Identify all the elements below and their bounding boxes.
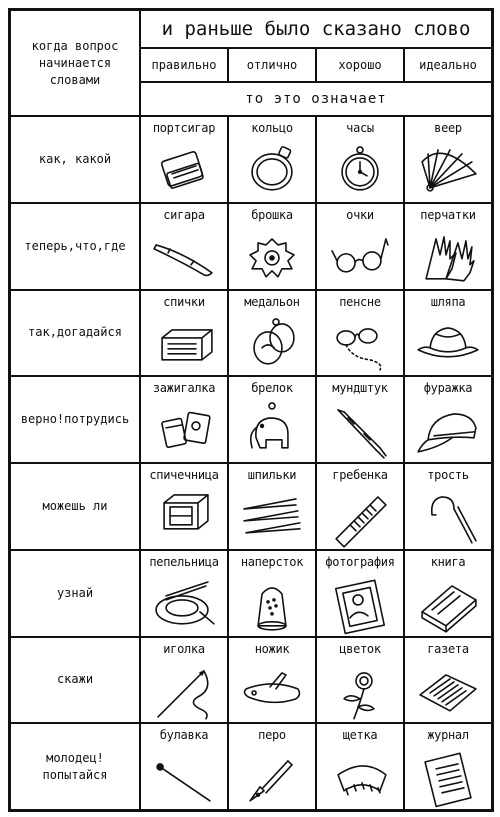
matches-icon [148, 312, 220, 376]
object-label: цветок [339, 641, 381, 656]
hat-icon [412, 312, 484, 376]
pince-nez-icon [324, 312, 396, 376]
object-label: фотография [325, 554, 395, 569]
object-cell [404, 723, 492, 810]
question-word-label: верно!потрудись [10, 376, 140, 463]
object-cell [404, 290, 492, 377]
brooch-icon [236, 225, 308, 289]
comb-icon [324, 485, 396, 549]
object-label: пепельница [149, 554, 219, 569]
code-table [8, 8, 494, 812]
elephant-charm-icon [236, 398, 308, 462]
lighter-icon [148, 398, 220, 462]
object-label: медальон [244, 294, 300, 309]
banner-title: и раньше было сказано слово [140, 10, 492, 48]
object-label: журнал [427, 728, 469, 743]
object-label: сигара [163, 207, 205, 222]
object-cell [228, 203, 316, 290]
object-cell [316, 116, 404, 203]
object-label: портсигар [152, 121, 216, 135]
matchbox-holder-icon [148, 485, 220, 549]
object-label: спички [163, 294, 205, 309]
fan-icon [412, 138, 484, 202]
object-label: наперсток [240, 554, 304, 569]
object-cell [140, 203, 228, 290]
object-label: спичечница [149, 468, 219, 482]
question-word-label: как, какой [10, 116, 140, 203]
object-cell [316, 203, 404, 290]
means-header: то это означает [140, 82, 492, 116]
question-word-label: можешь ли [10, 463, 140, 550]
ring-icon [236, 138, 308, 202]
pocket-knife-icon [236, 659, 308, 723]
object-cell [316, 376, 404, 463]
object-label: гребенка [332, 468, 388, 482]
hairpins-icon [236, 485, 308, 549]
object-label: брошка [251, 207, 293, 222]
photograph-icon [324, 572, 396, 636]
magazine-icon [412, 745, 484, 809]
object-label: иголка [163, 641, 205, 656]
glasses-icon [324, 225, 396, 289]
object-cell [228, 116, 316, 203]
object-label: щетка [342, 728, 378, 743]
object-cell [404, 463, 492, 550]
object-cell [404, 116, 492, 203]
flower-icon [324, 659, 396, 723]
object-label: перо [258, 728, 286, 743]
object-cell [316, 463, 404, 550]
newspaper-icon [412, 659, 484, 723]
object-cell [228, 463, 316, 550]
object-cell [404, 550, 492, 637]
object-label: трость [427, 468, 469, 482]
word-correct: правильно [140, 48, 228, 82]
thimble-icon [236, 572, 308, 636]
locket-icon [236, 312, 308, 376]
object-cell [228, 376, 316, 463]
pin-icon [148, 745, 220, 809]
object-cell [228, 637, 316, 724]
book-icon [412, 572, 484, 636]
question-start-header: когда вопрос начинается словами [10, 10, 140, 116]
question-word-label: так,догадайся [10, 290, 140, 377]
word-good: хорошо [316, 48, 404, 82]
object-label: газета [427, 641, 469, 656]
object-label: булавка [159, 728, 209, 743]
object-cell [140, 290, 228, 377]
object-cell [404, 376, 492, 463]
object-cell [140, 550, 228, 637]
object-label: очки [346, 207, 374, 222]
question-word-label: теперь,что,где [10, 203, 140, 290]
object-label: брелок [251, 381, 293, 396]
object-label: перчатки [420, 207, 476, 222]
object-label: кольцо [251, 121, 293, 135]
object-cell [228, 723, 316, 810]
object-label: пенсне [339, 294, 381, 309]
object-cell [316, 723, 404, 810]
question-word-label: узнай [10, 550, 140, 637]
question-word-label: скажи [10, 637, 140, 724]
object-label: мундштук [332, 381, 388, 396]
object-cell [140, 723, 228, 810]
object-label: ножик [254, 641, 290, 656]
object-cell [316, 290, 404, 377]
object-cell [228, 550, 316, 637]
object-cell [316, 637, 404, 724]
object-cell [228, 290, 316, 377]
peaked-cap-icon [412, 398, 484, 462]
needle-icon [148, 659, 220, 723]
cane-icon [412, 485, 484, 549]
word-excellent: отлично [228, 48, 316, 82]
object-cell [140, 116, 228, 203]
object-cell [140, 637, 228, 724]
object-cell [140, 376, 228, 463]
object-label: веер [434, 121, 462, 135]
object-label: зажигалка [152, 381, 216, 396]
object-label: часы [346, 121, 374, 135]
gloves-icon [412, 225, 484, 289]
object-cell [316, 550, 404, 637]
object-label: шляпа [430, 294, 466, 309]
object-cell [140, 463, 228, 550]
object-label: книга [430, 554, 466, 569]
object-label: фуражка [423, 381, 473, 396]
object-label: шпильки [247, 468, 297, 482]
pen-nib-icon [236, 745, 308, 809]
cigarette-case-icon [148, 138, 220, 202]
cigar-icon [148, 225, 220, 289]
brush-icon [324, 745, 396, 809]
object-cell [404, 637, 492, 724]
word-ideal: идеально [404, 48, 492, 82]
pocket-watch-icon [324, 138, 396, 202]
object-cell [404, 203, 492, 290]
ashtray-icon [148, 572, 220, 636]
cigarette-holder-icon [324, 398, 396, 462]
question-word-label: молодец! попытайся [10, 723, 140, 810]
